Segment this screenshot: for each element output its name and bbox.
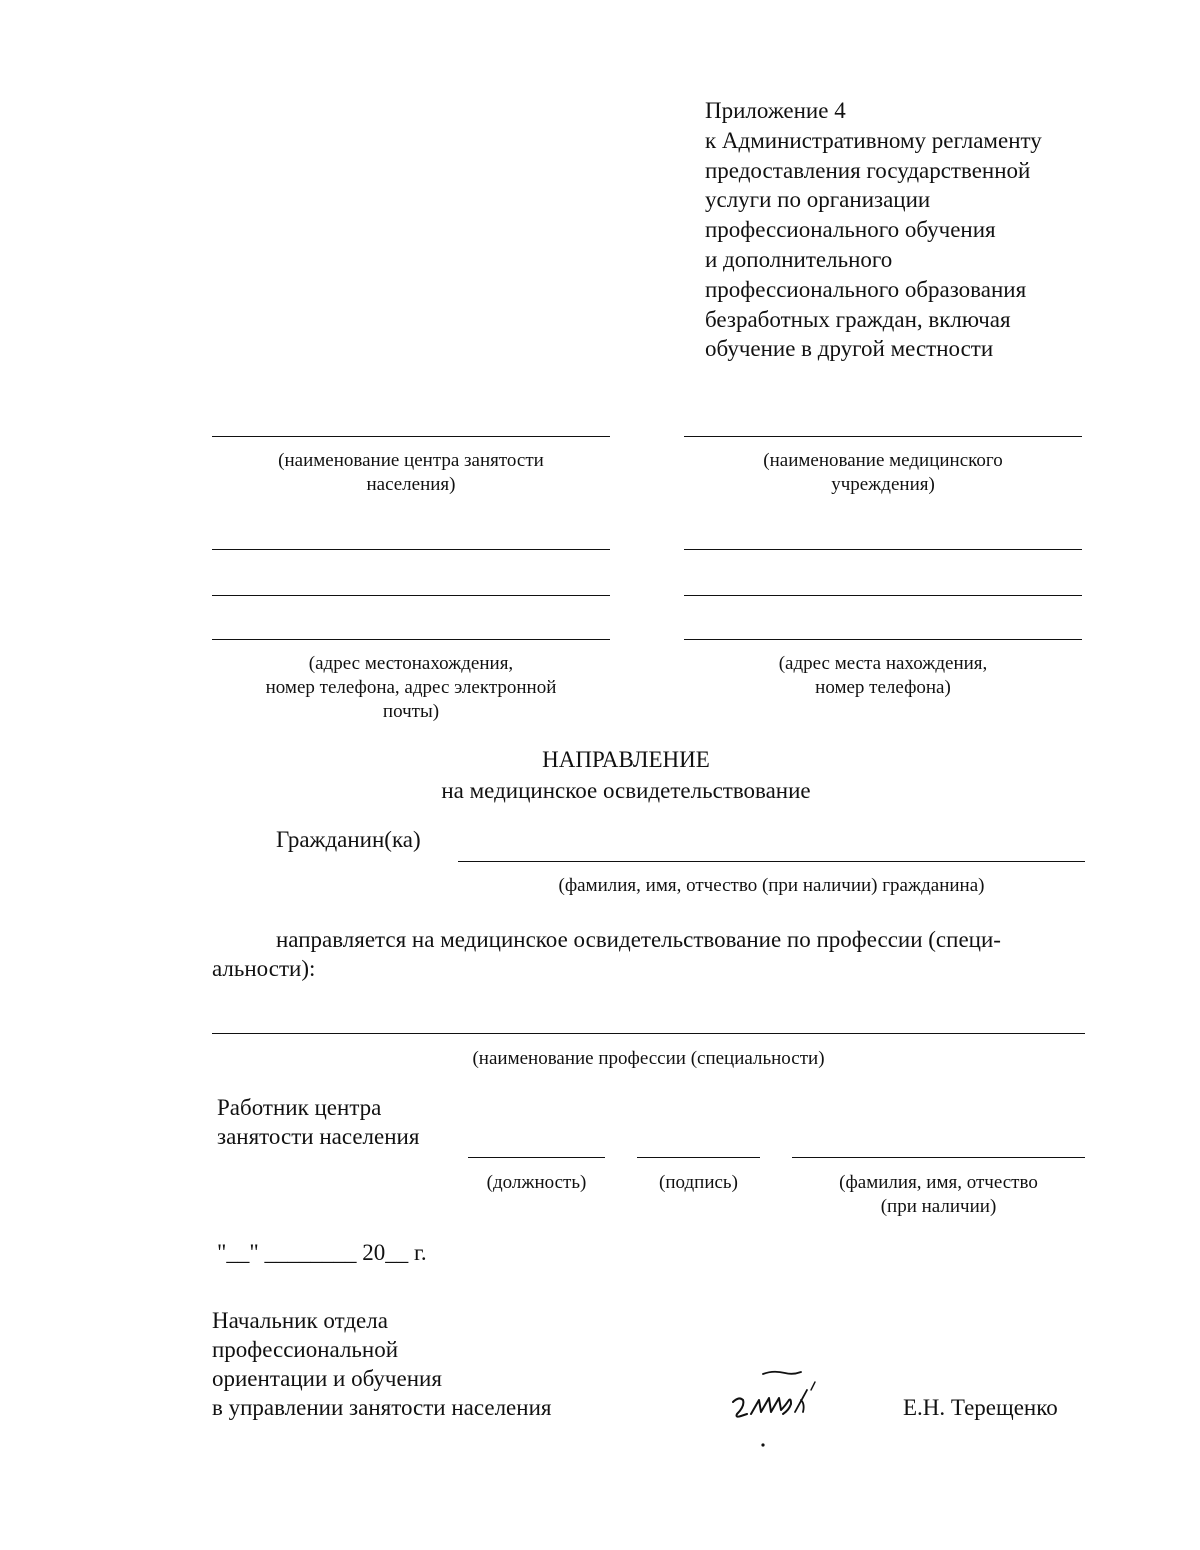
worker-position-line[interactable]: [468, 1157, 605, 1158]
caption-line: (фамилия, имя, отчество (при наличии) гражданина): [558, 875, 985, 896]
caption-line: (фамилия, имя, отчество: [839, 1172, 1038, 1193]
employment-center-address-caption: [212, 652, 610, 724]
handwritten-signature-icon: [725, 1360, 835, 1460]
chief-name: Е.Н. Терещенко: [903, 1395, 1058, 1420]
medical-institution-address-caption: [684, 652, 1082, 700]
citizen-name-caption: [458, 874, 1085, 898]
employment-center-address-line-2[interactable]: [212, 595, 610, 596]
employment-center-name-caption: [212, 449, 610, 497]
caption-line: (должность): [486, 1172, 587, 1193]
caption-line: номер телефона, адрес электронной: [265, 677, 557, 698]
medical-institution-address-line-2[interactable]: [684, 595, 1082, 596]
citizen-label: Гражданин(ка): [276, 827, 421, 852]
caption-line: учреждения): [831, 474, 935, 495]
caption-line: (наименование центра занятости: [278, 450, 544, 471]
referral-text-line2: альности):: [212, 956, 316, 981]
caption-line: (адрес места нахождения,: [778, 653, 988, 674]
date-line[interactable]: "__" ________ 20__ г.: [217, 1240, 427, 1265]
annex-line: и дополнительного: [705, 246, 893, 272]
chief-title-line3: ориентации и обучения: [212, 1366, 442, 1391]
chief-title-line2: профессиональной: [212, 1337, 399, 1362]
worker-signature-caption: [637, 1171, 760, 1195]
annex-line: безработных граждан, включая: [705, 306, 1011, 332]
chief-title-line1: Начальник отдела: [212, 1308, 388, 1333]
annex-line: к Административному регламенту: [705, 127, 1042, 153]
profession-line[interactable]: [212, 1033, 1085, 1034]
annex-line: профессионального обучения: [705, 217, 996, 243]
employment-center-address-line-3[interactable]: [212, 639, 610, 640]
worker-name-line[interactable]: [792, 1157, 1085, 1158]
caption-line: (подпись): [659, 1172, 738, 1193]
annex-line: предоставления государственной: [705, 157, 1031, 183]
worker-signature-line[interactable]: [637, 1157, 760, 1158]
worker-label-line1: Работник центра: [217, 1095, 382, 1120]
caption-line: (при наличии): [880, 1196, 997, 1217]
worker-label-line2: занятости населения: [217, 1124, 420, 1149]
citizen-name-line[interactable]: [458, 861, 1085, 862]
worker-position-caption: [468, 1171, 605, 1195]
referral-text-line1: направляется на медицинское освидетельствование по профессии (специ-: [276, 927, 1001, 952]
employment-center-name-line[interactable]: [212, 436, 610, 437]
medical-institution-name-caption: [684, 449, 1082, 497]
caption-line: (наименование медицинского: [763, 450, 1003, 471]
medical-institution-address-line-1[interactable]: [684, 549, 1082, 550]
caption-line: (наименование профессии (специальности): [472, 1048, 825, 1069]
annex-line: Приложение 4: [705, 98, 846, 123]
annex-header: [705, 96, 1042, 364]
document-title: НАПРАВЛЕНИЕ: [542, 747, 710, 772]
medical-institution-address-line-3[interactable]: [684, 639, 1082, 640]
caption-line: (адрес местонахождения,: [308, 653, 514, 674]
caption-line: номер телефона): [815, 677, 951, 698]
caption-line: населения): [366, 474, 456, 495]
annex-line: обучение в другой местности: [705, 336, 994, 362]
caption-line: почты): [382, 701, 440, 722]
document-subtitle: на медицинское освидетельствование: [441, 778, 811, 803]
chief-title-line4: в управлении занятости населения: [212, 1395, 552, 1420]
profession-caption: [212, 1047, 1085, 1071]
annex-line: профессионального образования: [705, 276, 1027, 302]
worker-name-caption: [792, 1171, 1085, 1219]
employment-center-address-line-1[interactable]: [212, 549, 610, 550]
medical-institution-name-line[interactable]: [684, 436, 1082, 437]
annex-line: услуги по организации: [705, 187, 931, 213]
